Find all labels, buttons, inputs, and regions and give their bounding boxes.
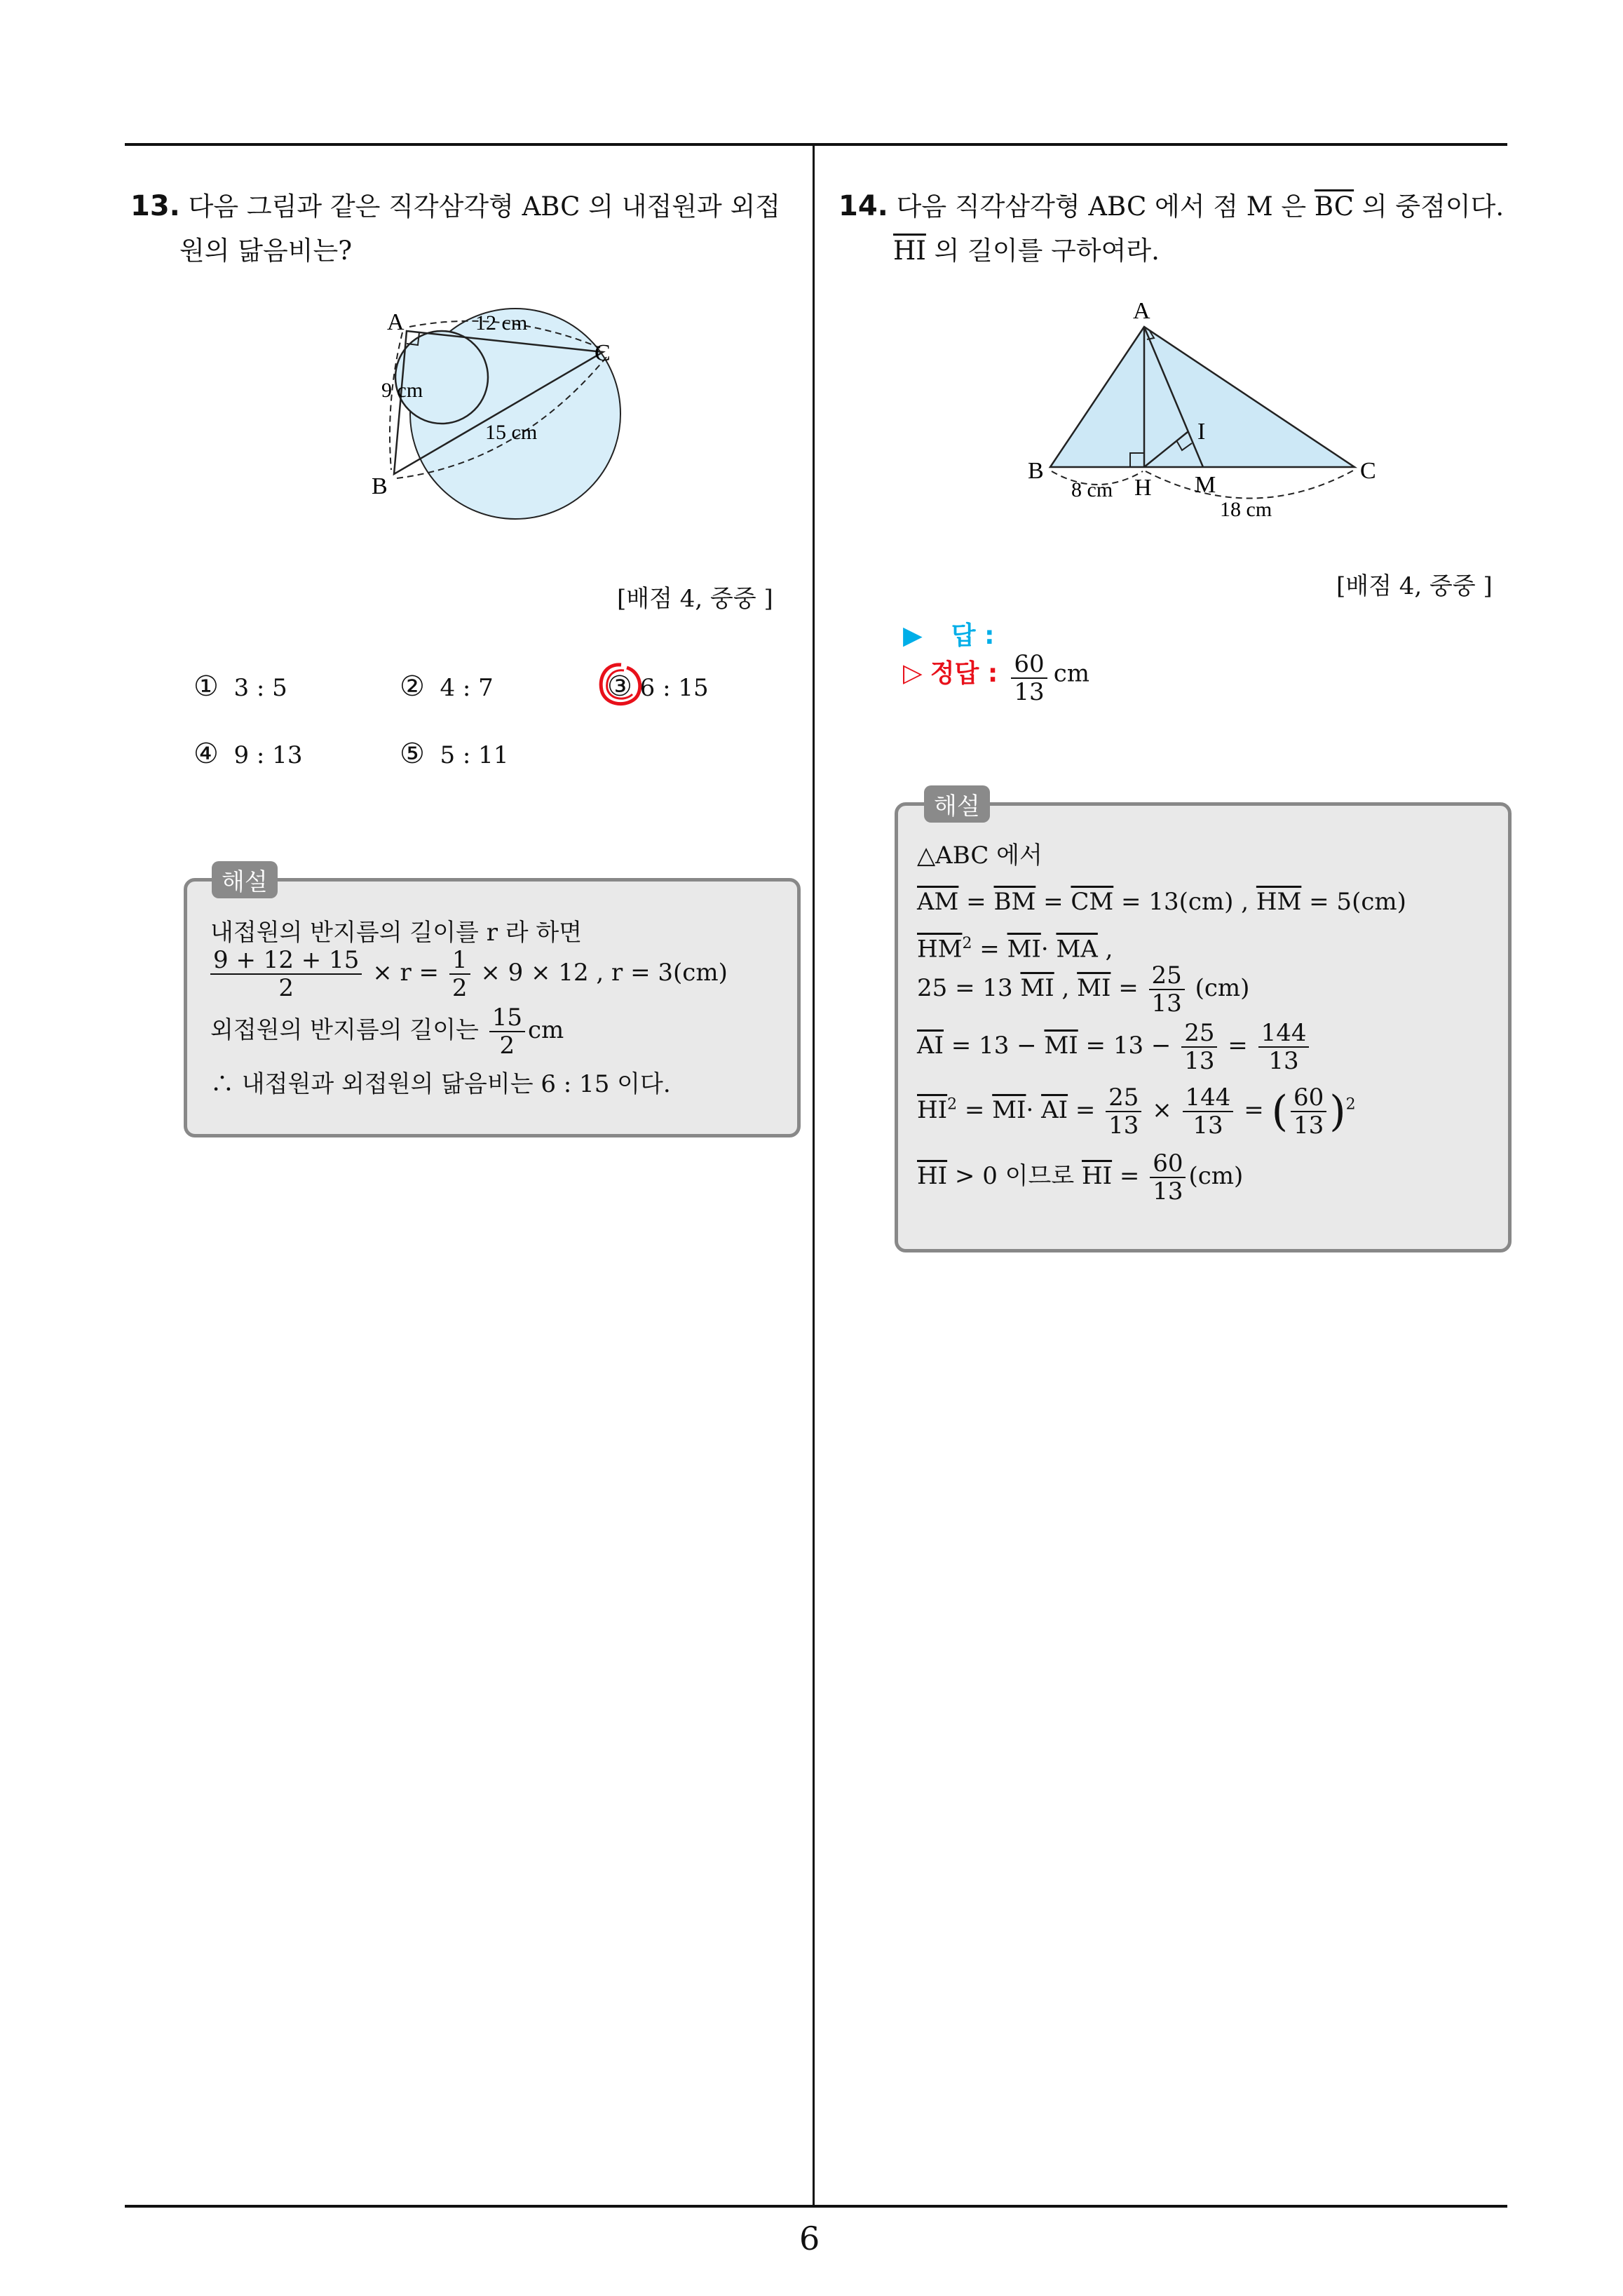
q14-sol-line3: $\overline{HM}^2 = \overline{MI}\cdot \overline{MA}$ , <box>917 935 1113 964</box>
q13-sol-line1: 내접원의 반지름의 길이를 r 라 하면 <box>210 919 583 947</box>
page-number: 6 <box>799 2220 820 2257</box>
svg-text:I: I <box>1197 419 1206 445</box>
q14-sol-line4: 25 = 13 $\overline{MI}$ , $\overline{MI}$ = $\frac{25}{13}$ (cm) <box>917 961 1250 1018</box>
bottom-rule <box>125 2205 1507 2208</box>
q14-sol-line7: $\overline{HI} > 0$ 이므로 $\overline{HI}$ = $\frac{60}{13}$ (cm) <box>917 1149 1244 1206</box>
triangle-abc <box>1050 327 1354 467</box>
q13-solution-tag: 해설 <box>212 861 278 898</box>
dim-hc <box>1146 470 1354 499</box>
label-b: B <box>372 473 388 499</box>
answer-row <box>903 616 995 651</box>
incircle <box>395 331 488 424</box>
len-ab: 9 cm <box>381 379 423 402</box>
choice-5-num: ⑤ <box>400 738 425 770</box>
answer-label: 답 : <box>951 621 995 650</box>
choice-5-text: 5 : 11 <box>440 741 509 769</box>
choice-2-num: ② <box>400 670 425 703</box>
answer-arrow-icon: ▶ <box>903 621 923 650</box>
q14-number: 14. <box>838 190 888 222</box>
q14-meta: [배점 4, 중중 ] <box>1336 572 1493 600</box>
choice-1[interactable] <box>193 670 287 703</box>
q13-figure <box>365 302 631 540</box>
svg-text:H: H <box>1134 475 1152 501</box>
q14-sol-line6: $\overline{HI}^2 = \overline{MI}\cdot \overline{AI}$ = $\frac{25}{13}$ × $\frac{144}{13}$ = ( $\frac{60}{13}$ )$^2$ <box>917 1083 1356 1140</box>
choice-3-text: 6 : 15 <box>639 674 709 702</box>
correct-answer-mark <box>593 658 649 714</box>
choice-1-num: ① <box>193 670 219 703</box>
q14-solution-tag: 해설 <box>924 785 990 823</box>
correct-answer-row <box>903 651 1089 705</box>
choice-1-text: 3 : 5 <box>233 674 287 702</box>
correct-label: 정답 : <box>930 659 998 688</box>
label-a: A <box>387 309 405 335</box>
q13-stem <box>130 184 780 229</box>
svg-text:C: C <box>1360 458 1376 484</box>
q14-stem-line2: $\overline{HI}$ 의 길이를 구하여라. <box>893 236 1160 266</box>
correct-arrow-icon: ▷ <box>903 659 923 688</box>
choice-4[interactable] <box>193 738 302 770</box>
q13-sol-line2: $\frac{9 + 12 + 15}{2}$ × r = $\frac{1}{2}$ × 9 × 12 , r = 3(cm) <box>208 947 728 1001</box>
q13-number: 13. <box>130 190 180 222</box>
choice-4-num: ④ <box>193 738 219 770</box>
choice-2[interactable] <box>400 670 494 703</box>
choice-4-text: 9 : 13 <box>233 741 303 769</box>
svg-text:A: A <box>1133 298 1150 324</box>
q14-sol-line5: $\overline{AI} = 13 - \overline{MI} = 13$ − $\frac{25}{13}$ = $\frac{144}{13}$ <box>917 1020 1312 1074</box>
label-c: C <box>595 340 611 366</box>
column-divider <box>813 144 815 2206</box>
q13-meta: [배점 4, 중중 ] <box>617 585 773 613</box>
q13-sol-line4: ∴ 내접원과 외접원의 닮음비는 6 : 15 이다. <box>210 1070 671 1098</box>
q14-sol-line1: △ABC 에서 <box>917 842 1043 870</box>
correct-value: $\frac{60}{13}$ <box>1011 651 1047 705</box>
frac-half: $\frac{1}{2}$ <box>449 947 470 1001</box>
top-rule <box>125 143 1507 146</box>
choice-5[interactable] <box>400 738 508 770</box>
q14-figure <box>1021 295 1392 519</box>
svg-text:B: B <box>1028 458 1044 484</box>
q13-stem-line2: 원의 닮음비는? <box>179 236 353 266</box>
correct-unit: cm <box>1053 659 1090 688</box>
q14-stem: 14. 다음 직각삼각형 ABC 에서 점 M 은 $\overline{BC}$ 의 중점이다. <box>838 190 1505 222</box>
choice-2-text: 4 : 7 <box>440 674 494 702</box>
frac-sum: $\frac{9 + 12 + 15}{2}$ <box>210 947 362 1001</box>
svg-text:18 cm: 18 cm <box>1220 498 1272 519</box>
len-ac: 12 cm <box>475 311 528 335</box>
svg-text:M: M <box>1195 472 1216 498</box>
q14-sol-line2: $\overline{AM} = \overline{BM} = \overline{CM} = 13(cm)$ , $\overline{HM} = 5(cm)$ <box>917 888 1406 916</box>
choice-3-num: ③ <box>607 670 632 703</box>
svg-text:8 cm: 8 cm <box>1071 478 1113 501</box>
frac-radius: $\frac{15}{2}$ <box>489 1004 525 1059</box>
q13-sol-line3: 외접원의 반지름의 길이는 $\frac{15}{2}$ cm <box>210 1004 564 1060</box>
len-bc: 15 cm <box>485 421 538 444</box>
q13-text-line1: 다음 그림과 같은 직각삼각형 ABC 의 내접원과 외접 <box>188 191 780 222</box>
